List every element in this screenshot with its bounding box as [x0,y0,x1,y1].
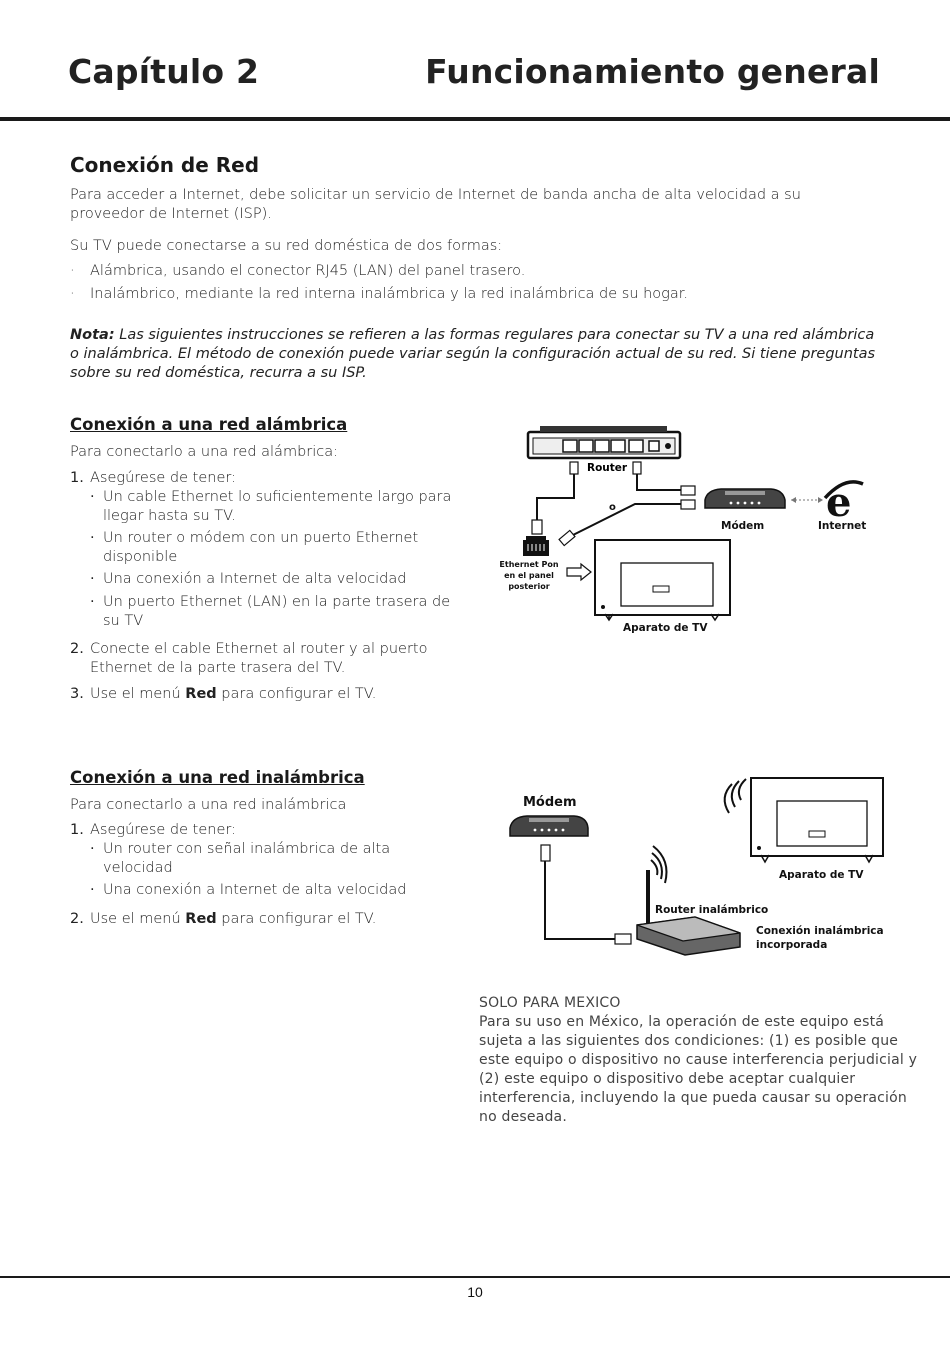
wifi-signal-icon [725,779,746,813]
page-number: 10 [467,1284,483,1300]
step-text: para configurar el TV. [216,911,377,927]
ways-intro: Su TV puede conectarse a su red doméstica de dos formas: [70,238,503,254]
mexico-text: Para su uso en México, la operación de este equipo está sujeta a las siguientes dos condiciones: (1) es posible que este equipo o dispositivo no cause interferencia perjudicial y (2) este equipo o dispositivo debe aceptar cualquier interferencia, incluyendo la que pueda causar su operación no deseada. [479,1014,918,1125]
wired-item-port: Un puerto Ethernet (LAN) en la parte trasera de su TV [103,594,451,629]
tv-label: Aparato de TV [779,869,864,881]
bullet-dot: · [90,530,95,546]
ethernet-plug [633,462,641,474]
ethernet-plug [681,500,695,509]
chapter-title: Funcionamiento general [425,52,880,91]
ethernet-plug [570,462,578,474]
chapter-label: Capítulo 2 [68,52,260,91]
internet-label: Internet [818,520,867,532]
or-label: o [609,502,616,513]
note-label: Nota: [70,327,115,343]
note-paragraph [70,326,880,383]
router-label: Router [587,462,628,474]
bullet-dot: · [90,594,95,610]
pointer-arrow [567,564,591,580]
ethernet-cable [637,474,681,490]
wireless-step1: Asegúrese de tener: [90,822,236,838]
wired-item-router: Un router o módem con un puerto Ethernet disponible [103,530,419,565]
wired-step3 [90,685,376,704]
modem-label: Módem [721,520,765,532]
svg-text:e: e [826,479,852,526]
wireless-step2 [90,910,376,929]
builtin-label-line2: incorporada [756,939,828,951]
ethernet-cable [571,504,681,536]
step-number: 3. [70,686,84,702]
step-text: para configurar el TV. [216,686,377,702]
wireless-connection-diagram [495,775,895,960]
builtin-label-line1: Conexión inalámbrica [756,925,884,937]
menu-name: Red [185,686,217,702]
modem-label: Módem [523,795,577,810]
footer-divider [0,1276,950,1278]
modem-device [705,489,785,508]
ethernet-plug [532,520,542,534]
wireless-intro: Para conectarlo a una red inalámbrica [70,797,347,813]
way-wired: Alámbrica, usando el conector RJ45 (LAN) del panel trasero. [90,263,526,279]
ethernet-plug [559,530,575,545]
internet-icon [825,479,863,526]
wireless-item-internet: Una conexión a Internet de alta velocidad [103,882,407,898]
bullet-dot: · [90,489,95,505]
bullet-dot: · [70,263,75,279]
step-text: Use el menú [90,911,186,927]
ethernet-port-icon [523,536,549,556]
wired-step1: Asegúrese de tener: [90,470,236,486]
wired-item-cable: Un cable Ethernet lo suficientemente largo para llegar hasta su TV. [103,489,452,524]
menu-name: Red [185,911,217,927]
note-text: Las siguientes instrucciones se refieren a las formas regulares para conectar su TV a una red alámbrica o inalámbrica. El método de conexión puede variar según la configuración actual de su red. Si tiene preguntas sobre su red doméstica, recurra a su ISP. [70,327,876,381]
bullet-dot: · [90,841,95,857]
eth-label-line3: posterior [508,582,550,591]
tv-label: Aparato de TV [623,622,708,634]
bullet-dot: · [70,286,75,302]
eth-label-line2: en el panel [504,571,554,580]
tv-device [751,778,883,862]
ethernet-plug [615,934,631,944]
bullet-dot: · [90,571,95,587]
wired-connection-diagram [495,420,875,645]
step-number: 2. [70,641,84,657]
wired-intro: Para conectarlo a una red alámbrica: [70,444,339,460]
tv-device [595,540,730,620]
ethernet-plug [681,486,695,495]
modem-device [510,816,588,836]
step-number: 2. [70,911,84,927]
ethernet-cable [537,474,574,520]
mexico-title: SOLO PARA MEXICO [479,995,621,1011]
step-text: Use el menú [90,686,186,702]
eth-label-line1: Ethernet Pon [499,560,559,569]
bullet-dot: · [90,882,95,898]
ethernet-plug [541,845,550,861]
wifi-signal-icon [651,846,667,883]
router-label: Router inalámbrico [655,904,769,916]
step-number: 1. [70,470,84,486]
header-divider [0,117,950,121]
router-device [528,426,680,458]
wireless-item-router: Un router con señal inalámbrica de alta velocidad [103,841,391,876]
wired-step2: Conecte el cable Ethernet al router y al puerto Ethernet de la parte trasera del TV. [90,641,428,676]
ethernet-cable [545,861,615,939]
wired-title: Conexión a una red alámbrica [70,415,348,434]
step-number: 1. [70,822,84,838]
wired-item-internet: Una conexión a Internet de alta velocidad [103,571,407,587]
intro-paragraph: Para acceder a Internet, debe solicitar un servicio de Internet de banda ancha de alta velocidad a su proveedor de Internet (ISP). [70,187,801,222]
section-title: Conexión de Red [70,153,260,177]
way-wireless: Inalámbrico, mediante la red interna inalámbrica y la red inalámbrica de su hogar. [90,286,689,302]
wireless-title: Conexión a una red inalámbrica [70,768,365,787]
